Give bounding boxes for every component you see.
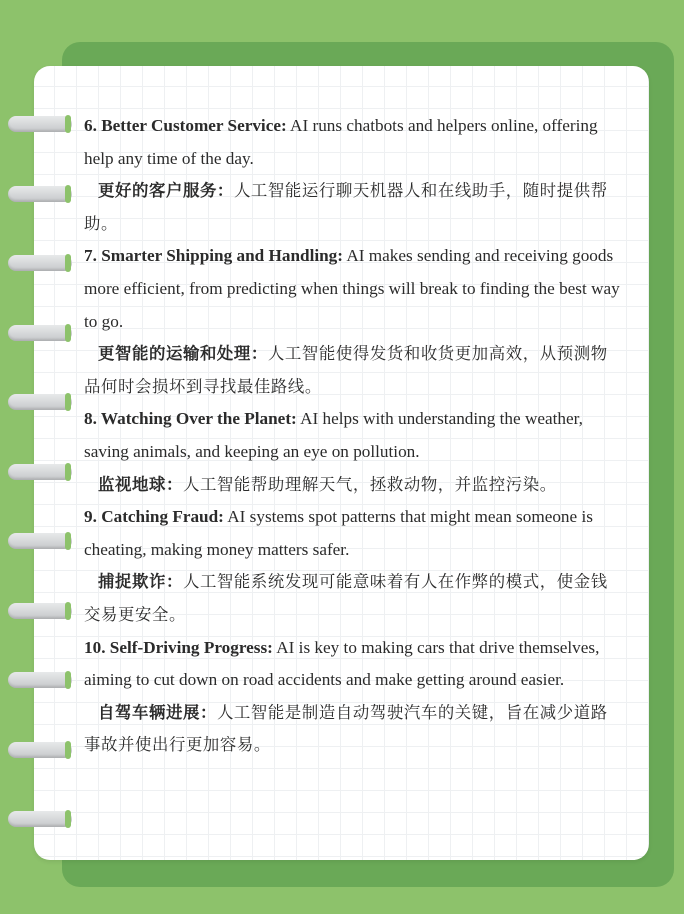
item-english-body: AI systems spot patterns that might mean someone is cheating, making money matters safer. xyxy=(84,507,593,559)
item-english-body: AI makes sending and receiving goods more efficient, from predicting when things will break to finding the best way to go. xyxy=(84,246,620,331)
binding-ring xyxy=(8,533,72,549)
binding-hole xyxy=(65,463,71,481)
binding-ring xyxy=(8,742,72,758)
binding-hole xyxy=(65,254,71,272)
item-english-title: 7. Smarter Shipping and Handling: xyxy=(84,246,344,266)
item-chinese xyxy=(84,338,624,403)
item-english xyxy=(84,501,624,566)
binding-hole xyxy=(65,324,71,342)
binding-ring xyxy=(8,811,72,827)
item-english xyxy=(84,403,624,468)
item-english-title: 10. Self-Driving Progress: xyxy=(84,637,273,657)
list-item xyxy=(84,240,624,403)
binding-ring xyxy=(8,603,72,619)
item-chinese xyxy=(84,175,624,240)
binding-ring xyxy=(8,255,72,271)
item-chinese-title: 更智能的运输和处理： xyxy=(98,344,268,364)
item-chinese-title: 监视地球： xyxy=(98,474,183,494)
binding-ring xyxy=(8,116,72,132)
item-english-body: AI runs chatbots and helpers online, offering help any time of the day. xyxy=(84,116,598,168)
item-chinese-title: 自驾车辆进展： xyxy=(98,702,217,722)
item-chinese-title: 捕捉欺诈： xyxy=(98,572,183,592)
notes-content xyxy=(84,110,624,762)
item-english xyxy=(84,110,624,175)
binding-ring xyxy=(8,464,72,480)
item-chinese-body: 人工智能使得发货和收货更加高效，从预测物品何时会损坏到寻找最佳路线。 xyxy=(84,344,608,396)
item-english xyxy=(84,240,624,338)
binding-ring xyxy=(8,325,72,341)
list-item xyxy=(84,632,624,762)
item-chinese xyxy=(84,566,624,631)
list-item xyxy=(84,501,624,631)
binding-hole xyxy=(65,532,71,550)
binding-hole xyxy=(65,741,71,759)
binding-ring xyxy=(8,394,72,410)
list-item xyxy=(84,110,624,240)
item-english-title: 6. Better Customer Service: xyxy=(84,116,287,135)
binding-hole xyxy=(65,602,71,620)
item-chinese-body: 人工智能帮助理解天气，拯救动物，并监控污染。 xyxy=(182,474,557,494)
item-english-body: AI is key to making cars that drive themselves, aiming to cut down on road accidents and make getting around easier. xyxy=(84,637,600,690)
binding-hole xyxy=(65,810,71,828)
binding-hole xyxy=(65,671,71,689)
list-item xyxy=(84,403,624,501)
binding-hole xyxy=(65,185,71,203)
item-chinese xyxy=(84,469,624,502)
item-english-title: 9. Catching Fraud: xyxy=(84,507,224,527)
binding-ring xyxy=(8,186,72,202)
item-chinese-body: 人工智能运行聊天机器人和在线助手，随时提供帮助。 xyxy=(84,181,608,233)
item-english-body: AI helps with understanding the weather, saving animals, and keeping an eye on pollution. xyxy=(84,409,583,461)
binding-hole xyxy=(65,115,71,133)
item-english-title: 8. Watching Over the Planet: xyxy=(84,409,297,429)
binding-ring xyxy=(8,672,72,688)
item-english xyxy=(84,632,624,697)
item-chinese-body: 人工智能是制造自动驾驶汽车的关键，旨在减少道路事故并使出行更加容易。 xyxy=(84,702,608,755)
item-chinese-title: 更好的客户服务： xyxy=(98,181,234,201)
binding-hole xyxy=(65,393,71,411)
item-chinese-body: 人工智能系统发现可能意味着有人在作弊的模式，使金钱交易更安全。 xyxy=(84,572,608,624)
item-chinese xyxy=(84,697,624,762)
